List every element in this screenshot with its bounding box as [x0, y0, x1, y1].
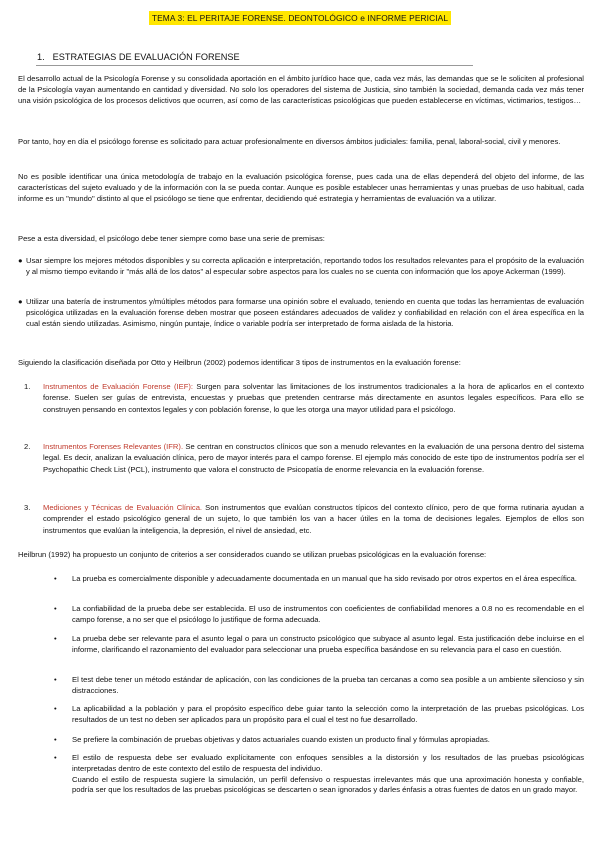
- instrument-title: Instrumentos Forenses Relevantes (IFR).: [43, 442, 184, 451]
- paragraph-intro: El desarrollo actual de la Psicología Forense y su consolidada aportación en el ámbito jurídico hace que, cada vez más, las demandas que se le soliciten al profesional de la Psicología vayan aumentando en cantidad y diversidad. No solo los operadores del sistema de Justicia, sino también la sociedad, demanda cada vez más tener una visión psicológica de los procesos delictivos que ocurren, así como de las características psicológicas que pueden establecerse en víctimas, victimarios, testigos…: [18, 74, 584, 105]
- paragraph-premisas: Pese a esta diversidad, el psicólogo debe tener siempre como base una serie de premisas:: [18, 234, 325, 243]
- criterion-item: [54, 704, 584, 726]
- criterion-text: El estilo de respuesta debe ser evaluado explícitamente con enfoques sensibles a la distorsión y los resultados de las pruebas psicológicas interpretadas dentro de este contexto del estilo de respuesta del individuo.: [72, 753, 584, 773]
- paragraph-ambitos: Por tanto, hoy en día el psicólogo forense es solicitado para actuar profesionalmente en diversos ámbitos judiciales: familia, penal, laboral-social, civil y menores.: [18, 137, 561, 146]
- criterion-text: La prueba es comercialmente disponible y adecuadamente documentada en un manual que ha sido revisado por otros expertos en el área específica.: [72, 574, 577, 583]
- instrument-title: Instrumentos de Evaluación Forense (IEF):: [43, 382, 193, 391]
- criterion-text: La confiabilidad de la prueba debe ser establecida. El uso de instrumentos con coeficientes de confiabilidad menores a 0.8 no es recomendable en el campo forense, a no ser que el psicólogo lo justifique de forma adecuada.: [72, 604, 584, 624]
- instrument-title: Mediciones y Técnicas de Evaluación Clínica.: [43, 503, 203, 512]
- bullet-icon: ●: [18, 297, 23, 306]
- section-heading: [37, 52, 240, 62]
- criterion-text-continued: Cuando el estilo de respuesta sugiere la simulación, un perfil defensivo o respuestas irrelevantes más que una aproximación honesta y confiable, podría ser que los resultados de las pruebas psicológicas se descarten o sean ignorados y darles énfasis a otras fuentes de datos en un grado mayor.: [72, 774, 584, 795]
- bullet-icon: •: [54, 704, 57, 713]
- instrument-item-clinica: [24, 502, 584, 536]
- criterion-text: Se prefiere la combinación de pruebas objetivas y datos actuariales cuando existen un producto final y fórmulas apropiadas.: [72, 735, 490, 744]
- instrument-item-ifr: [24, 441, 584, 475]
- bullet-icon: •: [54, 735, 57, 744]
- bullet-icon: •: [54, 753, 57, 762]
- instrument-text: Surgen para solventar las limitaciones de los instrumentos tradicionales a la hora de aplicarlos en el contexto forense. Suelen ser guías de entrevista, encuestas y pruebas que pretenden centrarse más directamente en asuntos legales específicos. Para ello se construyen pensando en contextos legales y con población forense, lo que les otorga una mayor utilidad para el psicólogo.: [43, 382, 584, 414]
- criterion-item: [54, 604, 584, 626]
- item-number: 1.: [24, 382, 31, 391]
- instrument-text: Se centran en constructos clínicos que son a menudo relevantes en la evaluación de una persona dentro del sistema legal. Es decir, analizan la evaluación clínica, pero de mayor interés para el campo forense. El ejemplo más conocido de este tipo de instrumentos podría ser el Psychopathic Check List (PCL), instrumento que valora el constructo de Psicopatía de enorme relevancia en la evaluación forense.: [43, 442, 584, 474]
- premise-item: [18, 256, 584, 278]
- paragraph-clasificacion: Siguiendo la clasificación diseñada por Otto y Heilbrun (2002) podemos identificar 3 tipos de instrumentos en la evaluación forense:: [18, 358, 461, 367]
- criterion-text: La prueba debe ser relevante para el asunto legal o para un constructo psicológico que subyace al asunto legal. Esta justificación debe incluirse en el informe, clarificando el razonamiento del evaluador para seleccionar una prueba específica basándose en su relevancia para el caso en cuestión.: [72, 634, 584, 654]
- instrument-text: Son instrumentos que evalúan constructos típicos del contexto clínico, pero de que forma rutinaria ayudan a comprender el estado psicológico general de un sujeto, lo que también los van a hacer útiles en la toma de decisiones legales. Ejemplos de ellos son instrumentos que evalúan la inteligencia, la depresión, el nivel de ansiedad, etc.: [43, 503, 584, 535]
- header-title: TEMA 3: EL PERITAJE FORENSE. DEONTOLÓGICO e INFORME PERICIAL: [149, 11, 451, 25]
- heading-divider: [36, 65, 473, 66]
- bullet-icon: •: [54, 634, 57, 643]
- criterion-item: [54, 735, 584, 746]
- bullet-icon: ●: [18, 256, 23, 265]
- section-title: ESTRATEGIAS DE EVALUACIÓN FORENSE: [52, 52, 240, 62]
- criterion-item: [54, 753, 584, 796]
- criterion-text: El test debe tener un método estándar de aplicación, con las condiciones de la prueba tan cercanas a como sea posible a un ambiente silencioso y sin distracciones.: [72, 675, 584, 695]
- criterion-item: [54, 675, 584, 697]
- page-header: [0, 8, 600, 26]
- premise-text: Usar siempre los mejores métodos disponibles y su correcta aplicación e interpretación, reportando todos los resultados relevantes para el propósito de la evaluación y al mismo tiempo evitando ir "más allá de los datos" al especular sobre aspectos para los cuales no se cuenta con información que los apoye Ackerman (1999).: [26, 256, 584, 276]
- bullet-icon: •: [54, 604, 57, 613]
- bullet-icon: •: [54, 675, 57, 684]
- paragraph-metodologia: No es posible identificar una única metodología de trabajo en la evaluación psicológica forense, pues cada una de ellas dependerá del objeto del informe, de las características del sujeto evaluado y de la información con la se pueda contar. Aunque es posible establecer unas herramientas y unas pruebas de uso habitual, cada informe es un "mundo" distinto al que el psicólogo se tiene que enfrentar, decidiendo qué estrategia y herramientas de evaluación va a utilizar.: [18, 172, 584, 203]
- item-number: 3.: [24, 503, 31, 512]
- criterion-item: [54, 634, 584, 656]
- premise-text: Utilizar una batería de instrumentos y/múltiples métodos para formarse una opinión sobre el evaluado, teniendo en cuenta que todas las herramientas de evaluación psicológica utilizadas en la evaluación forense deben mostrar que poseen estándares adecuados de validez y confiabilidad en relación con el área específica en la cual están siendo utilizadas. Asimismo, ningún puntaje, índice o variable podría ser interpretado de forma aislada de la historia.: [26, 297, 584, 328]
- criterion-item: [54, 574, 584, 585]
- item-number: 2.: [24, 442, 31, 451]
- criterion-text: La aplicabilidad a la población y para el propósito específico debe guiar tanto la selección como la interpretación de las pruebas psicológicas. Los resultados de un test no deben ser aplicados para un propósito para el cual el test no fue desarrollado.: [72, 704, 584, 724]
- section-number: 1.: [37, 52, 45, 62]
- paragraph-heilbrun: Heilbrun (1992) ha propuesto un conjunto de criterios a ser considerados cuando se utilizan pruebas psicológicas en la evaluación forense:: [18, 550, 487, 559]
- premise-item: [18, 297, 584, 330]
- instrument-item-ief: [24, 381, 584, 415]
- bullet-icon: •: [54, 574, 57, 583]
